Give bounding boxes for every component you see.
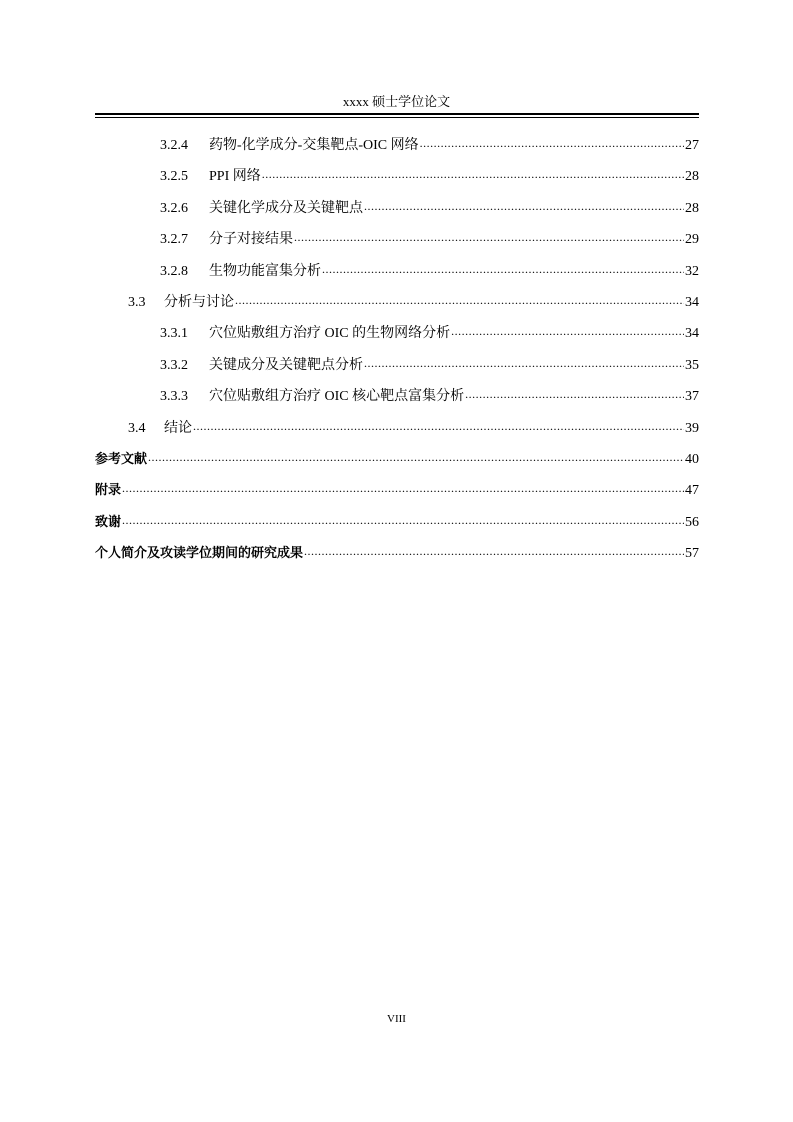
toc-entry-number: 3.3.2 [160,358,188,373]
toc-dot-leader [193,416,684,436]
toc-dot-leader [148,447,684,467]
toc-entry-number: 3.2.6 [160,201,188,216]
toc-entry[interactable] [128,419,699,439]
toc-entry[interactable] [160,262,699,282]
toc-dot-leader [235,290,684,310]
toc-dot-leader [364,196,684,216]
toc-entry[interactable] [160,230,699,250]
toc-entry-page: 29 [685,232,699,247]
toc-entry-number: 3.2.4 [160,138,188,153]
toc-entry[interactable] [160,356,699,376]
toc-dot-leader [122,478,684,498]
toc-entry-number: 3.3.1 [160,326,188,341]
toc-entry-number: 3.2.5 [160,169,188,184]
running-header: xxxx 硕士学位论文 [342,94,451,109]
toc-entry-title: 生物功能富集分析 [209,264,321,279]
toc-dot-leader [322,259,684,279]
toc-entry-page: 34 [685,326,699,341]
toc-entry-title: 关键成分及关键靶点分析 [209,358,363,373]
toc-entry-title: 附录 [95,483,122,498]
toc-entry[interactable] [95,513,699,533]
toc-entry-title: 参考文献 [95,452,148,467]
toc-entry-title: 穴位贴敷组方治疗 OIC 的生物网络分析 [209,326,451,341]
toc-entry-page: 40 [685,452,699,467]
toc-entry-title: 关键化学成分及关键靶点 [209,201,363,216]
toc-entry-title: 药物-化学成分-交集靶点-OIC 网络 [209,138,419,153]
toc-dot-leader [304,541,684,561]
toc-entry[interactable] [160,199,699,219]
toc-entry-page: 27 [685,138,699,153]
toc-entry-page: 47 [685,483,699,498]
toc-entry[interactable] [160,136,699,156]
toc-entry[interactable] [160,324,699,344]
toc-entry-page: 35 [685,358,699,373]
toc-entry[interactable] [128,293,699,313]
toc-entry-number: 3.3.3 [160,389,188,404]
toc-entry[interactable] [95,544,699,564]
toc-entry-page: 28 [685,169,699,184]
toc-entry-number: 3.2.8 [160,264,188,279]
toc-entry-page: 56 [685,515,699,530]
toc-entry-title: 穴位贴敷组方治疗 OIC 核心靶点富集分析 [209,389,465,404]
toc-entry-title: 个人简介及攻读学位期间的研究成果 [95,546,304,561]
toc-dot-leader [451,321,684,341]
toc-entry-number: 3.4 [128,421,146,436]
toc-entry[interactable] [95,481,699,501]
toc-entry-page: 32 [685,264,699,279]
toc-dot-leader [364,353,684,373]
toc-entry-page: 37 [685,389,699,404]
toc-dot-leader [465,384,684,404]
toc-entry[interactable] [95,450,699,470]
toc-entry-title: 致谢 [95,515,122,530]
toc-dot-leader [420,133,684,153]
toc-entry-title: 分子对接结果 [209,232,293,247]
toc-entry-title: 结论 [164,421,192,436]
toc-entry-number: 3.3 [128,295,146,310]
toc-dot-leader [122,510,684,530]
page-number: VIII [387,1013,406,1025]
toc-entry[interactable] [160,167,699,187]
toc-entry-page: 34 [685,295,699,310]
toc-entry-page: 57 [685,546,699,561]
toc-entry-page: 28 [685,201,699,216]
toc-entry[interactable] [160,387,699,407]
toc-entry-number: 3.2.7 [160,232,188,247]
toc-dot-leader [294,227,684,247]
toc-entry-title: 分析与讨论 [164,295,234,310]
toc-dot-leader [262,164,684,184]
toc-entry-title: PPI 网络 [209,169,261,184]
toc-entry-page: 39 [685,421,699,436]
